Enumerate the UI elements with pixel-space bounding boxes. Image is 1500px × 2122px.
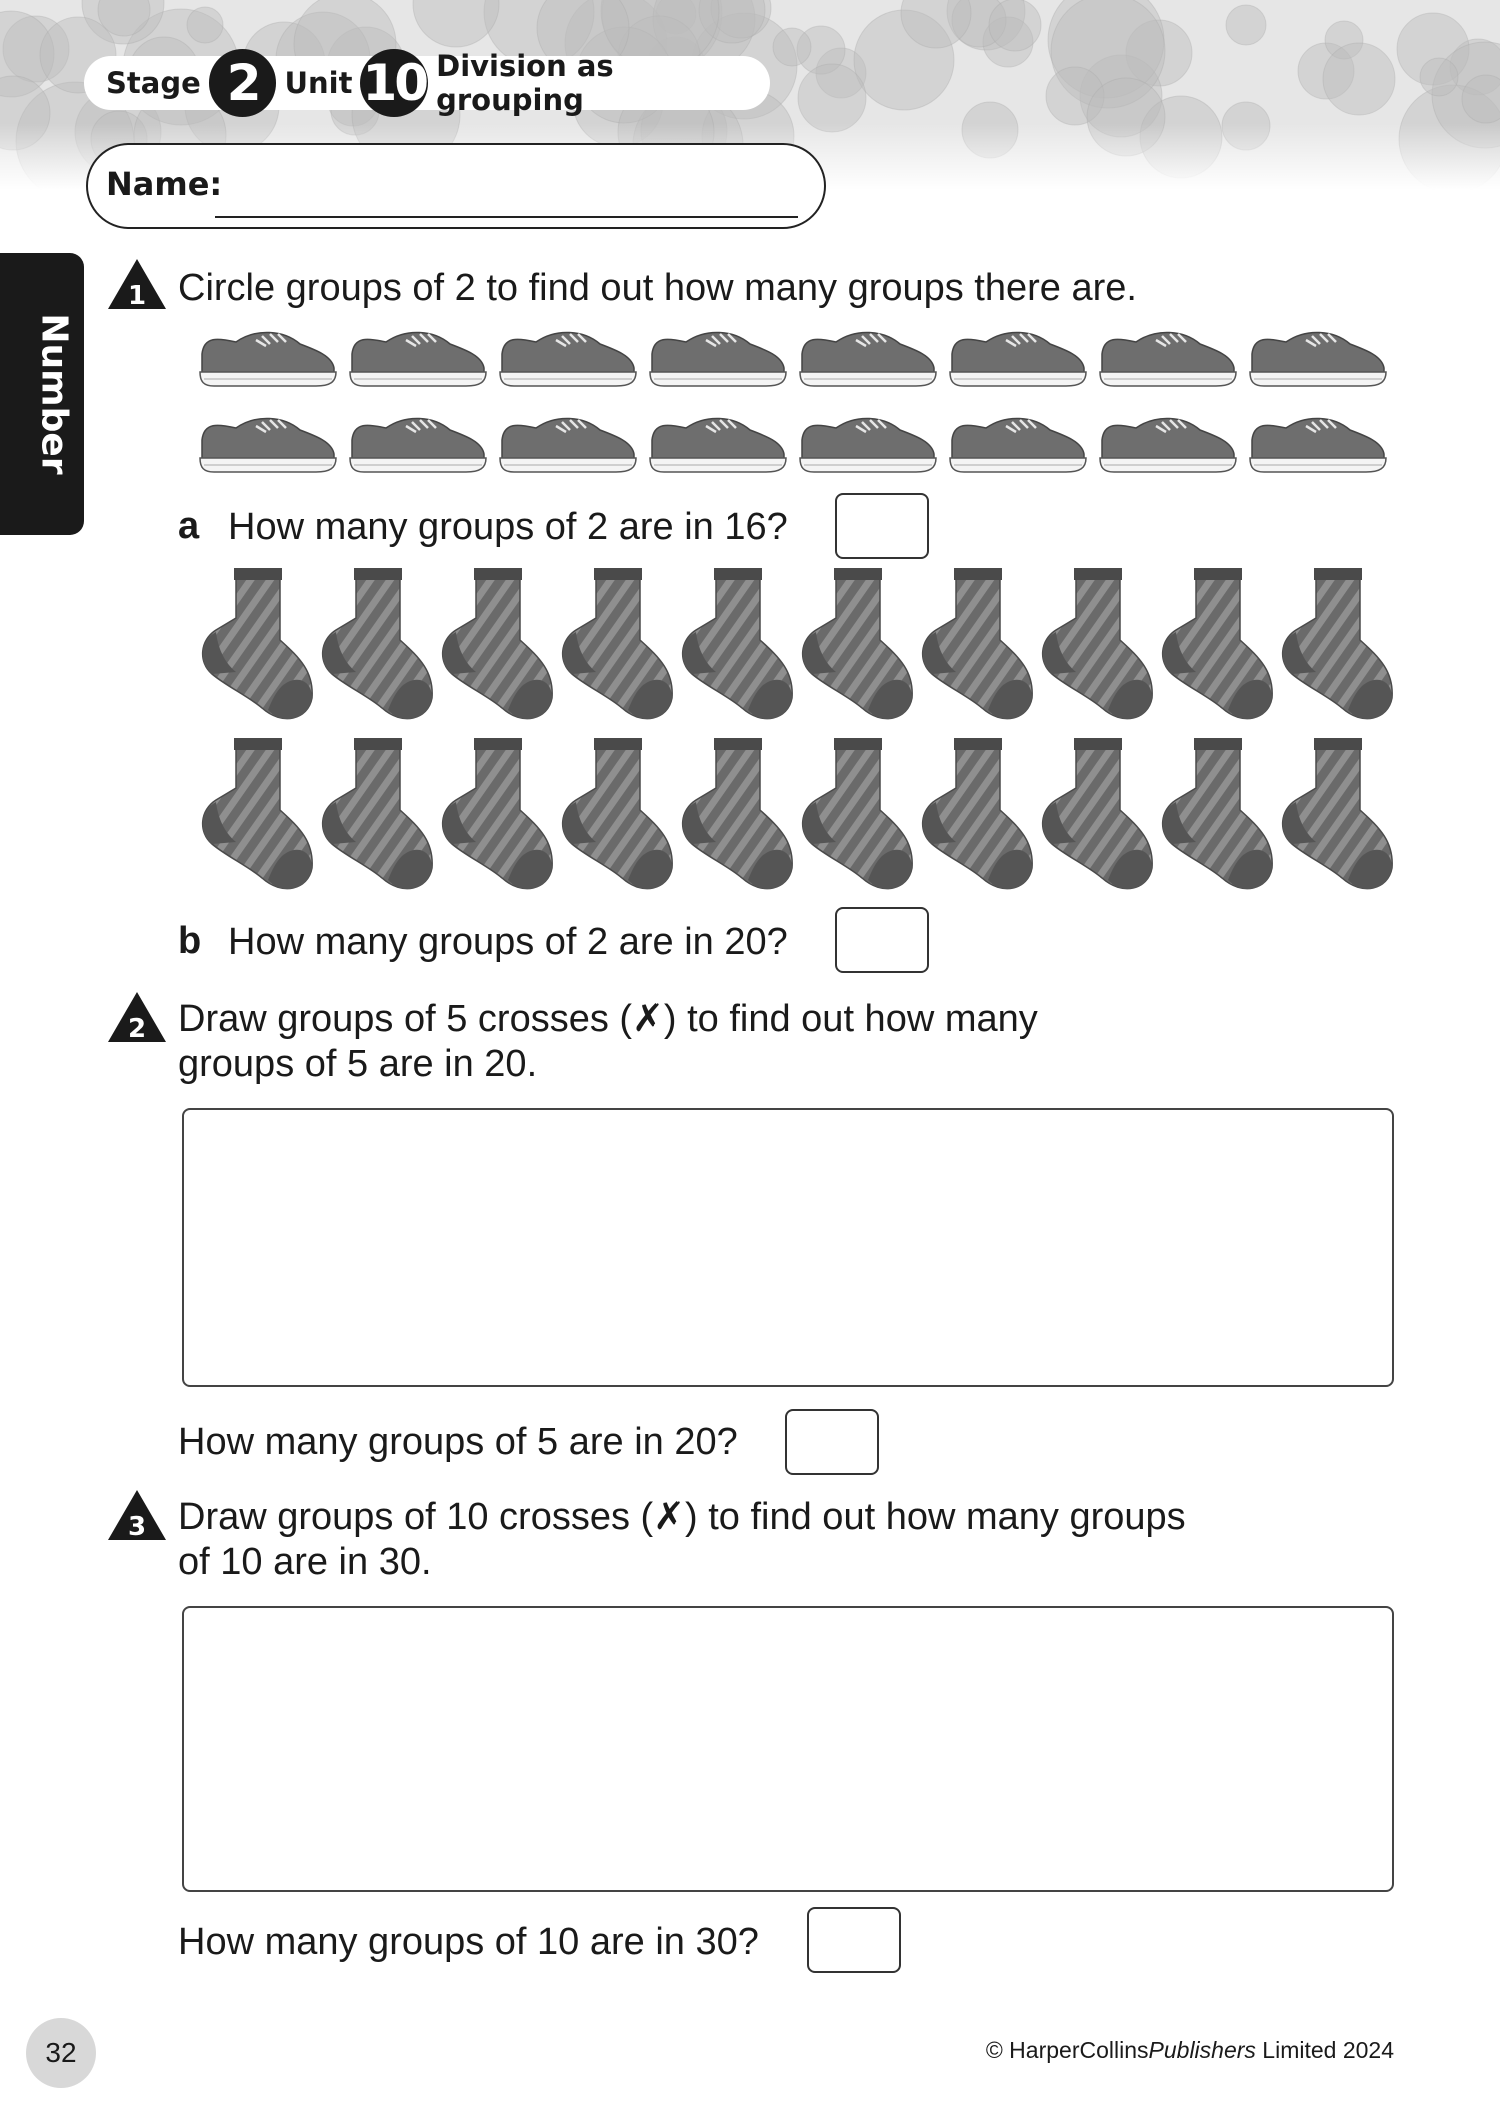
shoe-icon[interactable] [500,418,636,472]
unit-number: 10 [360,49,428,117]
stage-number: 2 [209,49,277,117]
shoe-icon[interactable] [1100,418,1236,472]
sock-icon[interactable] [443,568,553,719]
part-a-answer-box[interactable] [835,493,929,559]
side-tab-label: Number [33,313,75,475]
shoe-icon[interactable] [800,332,936,386]
sock-icon[interactable] [1283,568,1393,719]
sock-icon[interactable] [1043,738,1153,889]
sock-icon[interactable] [1163,738,1273,889]
sock-icon[interactable] [563,738,673,889]
question-2-number: 2 [127,1014,147,1044]
shoe-icon[interactable] [950,418,1086,472]
part-b-question: How many groups of 2 are in 20? [228,921,788,963]
part-a-question: How many groups of 2 are in 16? [228,506,788,548]
question-3-drawing-area[interactable] [182,1606,1394,1892]
copyright-publisher: Publishers [1148,2037,1256,2063]
shoe-icon[interactable] [1250,418,1386,472]
stage-label: Stage [106,66,201,100]
sock-icon[interactable] [683,738,793,889]
question-2-answer-question: How many groups of 5 are in 20? [178,1421,738,1463]
question-1-triangle-icon [106,257,168,311]
shoe-icon[interactable] [950,332,1086,386]
shoe-icon[interactable] [200,418,336,472]
name-write-line[interactable] [215,216,798,218]
copyright-notice [986,2037,1394,2064]
stage-unit-header [84,49,770,117]
sock-icon[interactable] [923,738,1033,889]
sock-icon[interactable] [1043,568,1153,719]
part-b-letter: b [178,920,202,962]
question-2-prompt-line1: Draw groups of 5 crosses (✗) to find out how many [178,998,1038,1040]
sock-icon[interactable] [1163,568,1273,719]
sock-icon[interactable] [323,738,433,889]
name-label: Name: [106,165,223,203]
question-2-answer-box[interactable] [785,1409,879,1475]
shoe-icon[interactable] [800,418,936,472]
section-side-tab [0,253,84,535]
question-2-triangle-icon [106,990,168,1044]
sock-icon[interactable] [443,738,553,889]
part-a-letter: a [178,505,200,547]
sock-icon[interactable] [803,568,913,719]
question-3-prompt-line2: of 10 are in 30. [178,1541,432,1583]
sock-icon[interactable] [203,568,313,719]
sock-icon[interactable] [323,568,433,719]
shoe-icon[interactable] [500,332,636,386]
unit-label: Unit [284,66,353,100]
shoe-icon[interactable] [650,418,786,472]
question-3-number: 3 [127,1512,147,1542]
sock-icon[interactable] [563,568,673,719]
sock-icon[interactable] [1283,738,1393,889]
shoe-icon[interactable] [200,332,336,386]
sock-icon[interactable] [203,738,313,889]
sock-icon[interactable] [683,568,793,719]
page-number-text: 32 [45,2037,77,2068]
shoe-icon[interactable] [350,418,486,472]
shoe-icon[interactable] [650,332,786,386]
question-3-prompt-line1: Draw groups of 10 crosses (✗) to find out how many groups [178,1496,1186,1538]
shoe-icon[interactable] [350,332,486,386]
question-3-triangle-icon [106,1488,168,1542]
socks-picture-grid[interactable] [196,568,1416,908]
copyright-prefix: © HarperCollins [985,2037,1149,2063]
copyright-suffix: Limited 2024 [1255,2037,1394,2063]
question-3-answer-box[interactable] [807,1907,901,1973]
sock-icon[interactable] [923,568,1033,719]
question-2-prompt-line2: groups of 5 are in 20. [178,1043,538,1085]
part-b-answer-box[interactable] [835,907,929,973]
question-3-answer-question: How many groups of 10 are in 30? [178,1921,759,1963]
shoes-picture-grid[interactable] [196,324,1396,490]
question-2-drawing-area[interactable] [182,1108,1394,1387]
sock-icon[interactable] [803,738,913,889]
question-1-prompt: Circle groups of 2 to find out how many groups there are. [178,267,1137,309]
unit-title: Division as grouping [436,49,614,117]
page-number [26,2018,96,2088]
shoe-icon[interactable] [1250,332,1386,386]
shoe-icon[interactable] [1100,332,1236,386]
question-1-number: 1 [127,281,147,311]
